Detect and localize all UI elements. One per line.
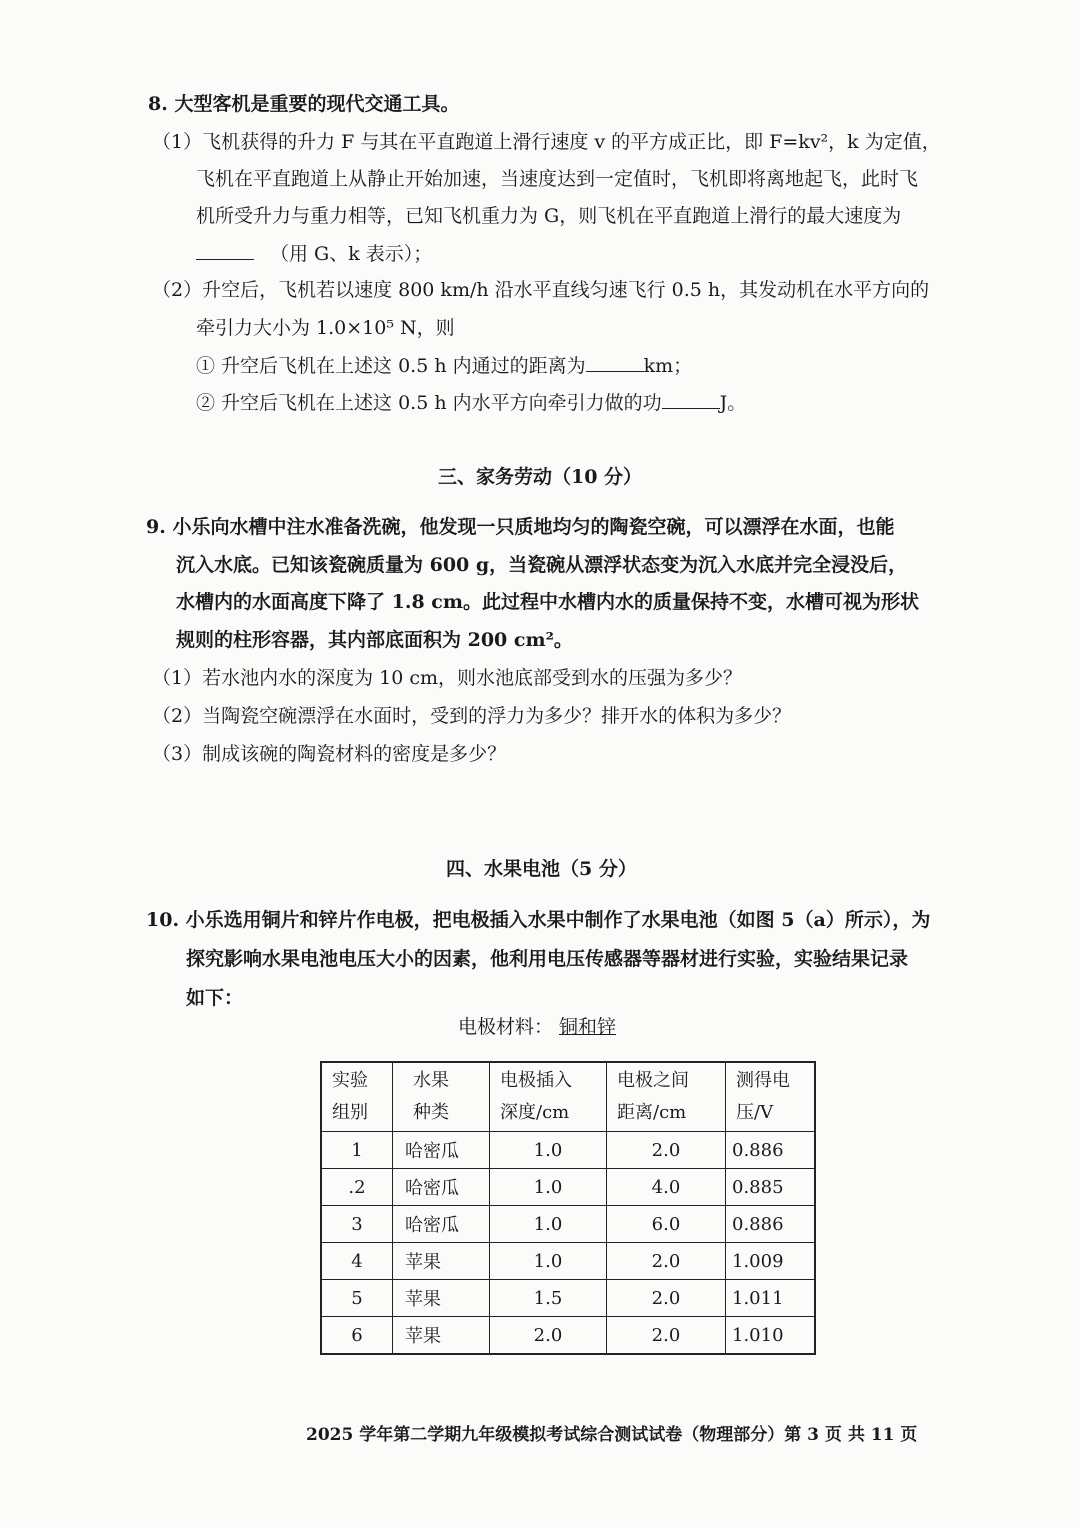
header-distance-line2: 距离/cm bbox=[617, 1102, 687, 1123]
answer-blank bbox=[586, 353, 644, 372]
cell-fruit: 苹果 bbox=[393, 1243, 490, 1280]
q10-line3: 如下： bbox=[186, 987, 244, 1009]
header-fruit-line1: 水果 bbox=[413, 1070, 449, 1091]
q8-title: 8. 大型客机是重要的现代交通工具。 bbox=[148, 93, 460, 115]
electrode-material bbox=[458, 1015, 616, 1039]
cell-depth: 2.0 bbox=[490, 1317, 607, 1355]
header-group-line2: 组别 bbox=[332, 1102, 368, 1123]
header-fruit bbox=[393, 1062, 490, 1132]
answer-blank bbox=[196, 241, 254, 260]
q8-part1-line4 bbox=[196, 241, 432, 266]
answer-blank bbox=[662, 390, 720, 409]
header-distance-line1: 电极之间 bbox=[617, 1070, 689, 1091]
cell-depth: 1.5 bbox=[490, 1280, 607, 1317]
table-row bbox=[321, 1206, 815, 1243]
q9-line4: 规则的柱形容器，其内部底面积为 200 cm²。 bbox=[176, 629, 573, 651]
header-fruit-line2: 种类 bbox=[413, 1102, 449, 1123]
q8-sub1 bbox=[196, 353, 692, 378]
section-3-heading: 三、家务劳动（10 分） bbox=[438, 466, 643, 488]
q8-part1-line2: 飞机在平直跑道上从静止开始加速，当速度达到一定值时，飞机即将离地起飞，此时飞 bbox=[196, 168, 919, 190]
cell-voltage: 0.885 bbox=[726, 1169, 816, 1206]
q9-question3: （3）制成该碗的陶瓷材料的密度是多少？ bbox=[152, 743, 507, 765]
q10-line1: 10. 小乐选用铜片和锌片作电极，把电极插入水果中制作了水果电池（如图 5（a）所示），为 bbox=[146, 909, 931, 931]
q8-part1-line1: （1）飞机获得的升力 F 与其在平直跑道上滑行速度 v 的平方成正比，即 F=kv²，k 为定值， bbox=[152, 131, 941, 153]
header-voltage-line2: 压/V bbox=[736, 1102, 774, 1123]
cell-group: 5 bbox=[321, 1280, 393, 1317]
cell-fruit: 哈密瓜 bbox=[393, 1132, 490, 1169]
q8-sub2 bbox=[196, 390, 746, 415]
q9-line1: 9. 小乐向水槽中注水准备洗碗，他发现一只质地均匀的陶瓷空碗，可以漂浮在水面，也能 bbox=[146, 516, 895, 538]
q9-line3: 水槽内的水面高度下降了 1.8 cm。此过程中水槽内水的质量保持不变，水槽可视为形状 bbox=[176, 591, 919, 613]
q9-question1: （1）若水池内水的深度为 10 cm，则水池底部受到水的压强为多少？ bbox=[152, 667, 743, 689]
cell-distance: 2.0 bbox=[607, 1132, 726, 1169]
q9-line2: 沉入水底。已知该瓷碗质量为 600 g，当瓷碗从漂浮状态变为沉入水底并完全浸没后， bbox=[176, 554, 908, 576]
header-depth-line2: 深度/cm bbox=[500, 1102, 570, 1123]
cell-depth: 1.0 bbox=[490, 1206, 607, 1243]
cell-group: 3 bbox=[321, 1206, 393, 1243]
header-depth bbox=[490, 1062, 607, 1132]
header-voltage bbox=[726, 1062, 816, 1132]
cell-depth: 1.0 bbox=[490, 1132, 607, 1169]
cell-group: 1 bbox=[321, 1132, 393, 1169]
q8-sub1-text: ① 升空后飞机在上述这 0.5 h 内通过的距离为 bbox=[196, 355, 586, 377]
cell-group: 6 bbox=[321, 1317, 393, 1355]
q8-sub2-text: ② 升空后飞机在上述这 0.5 h 内水平方向牵引力做的功 bbox=[196, 392, 662, 414]
cell-voltage: 0.886 bbox=[726, 1206, 816, 1243]
q8-part2-line2: 牵引力大小为 1.0×10⁵ N，则 bbox=[196, 317, 455, 339]
cell-group: 4 bbox=[321, 1243, 393, 1280]
q8-part2-line1: （2）升空后，飞机若以速度 800 km/h 沿水平直线匀速飞行 0.5 h，其发动机在水平方向的 bbox=[152, 279, 930, 301]
experiment-table bbox=[320, 1061, 816, 1355]
cell-distance: 4.0 bbox=[607, 1169, 726, 1206]
q9-question2: （2）当陶瓷空碗漂浮在水面时，受到的浮力为多少？排开水的体积为多少？ bbox=[152, 705, 792, 727]
electrode-material-label: 电极材料： bbox=[458, 1016, 554, 1038]
table-row bbox=[321, 1169, 815, 1206]
header-distance bbox=[607, 1062, 726, 1132]
page-footer: 2025 学年第二学期九年级模拟考试综合测试试卷（物理部分）第 3 页 共 11 页 bbox=[306, 1425, 918, 1445]
table-row bbox=[321, 1317, 815, 1355]
q10-line2: 探究影响水果电池电压大小的因素，他利用电压传感器等器材进行实验，实验结果记录 bbox=[186, 948, 909, 970]
header-depth-line1: 电极插入 bbox=[500, 1070, 572, 1091]
cell-depth: 1.0 bbox=[490, 1243, 607, 1280]
cell-voltage: 0.886 bbox=[726, 1132, 816, 1169]
electrode-material-value: 铜和锌 bbox=[559, 1016, 617, 1038]
cell-fruit: 哈密瓜 bbox=[393, 1169, 490, 1206]
cell-fruit: 苹果 bbox=[393, 1317, 490, 1355]
header-group-line1: 实验 bbox=[332, 1070, 368, 1091]
table-row bbox=[321, 1280, 815, 1317]
header-group bbox=[321, 1062, 393, 1132]
cell-distance: 2.0 bbox=[607, 1317, 726, 1355]
cell-group: .2 bbox=[321, 1169, 393, 1206]
q8-part1-line3: 机所受升力与重力相等，已知飞机重力为 G，则飞机在平直跑道上滑行的最大速度为 bbox=[196, 205, 902, 227]
cell-voltage: 1.009 bbox=[726, 1243, 816, 1280]
cell-distance: 2.0 bbox=[607, 1280, 726, 1317]
q8-sub2-unit: J。 bbox=[719, 392, 747, 414]
header-voltage-line1: 测得电 bbox=[736, 1070, 790, 1091]
cell-distance: 2.0 bbox=[607, 1243, 726, 1280]
cell-voltage: 1.010 bbox=[726, 1317, 816, 1355]
cell-fruit: 哈密瓜 bbox=[393, 1206, 490, 1243]
q8-sub1-unit: km； bbox=[643, 355, 693, 377]
table-row bbox=[321, 1132, 815, 1169]
table-header-row bbox=[321, 1062, 815, 1132]
cell-fruit: 苹果 bbox=[393, 1280, 490, 1317]
cell-depth: 1.0 bbox=[490, 1169, 607, 1206]
section-4-heading: 四、水果电池（5 分） bbox=[446, 858, 637, 880]
cell-voltage: 1.011 bbox=[726, 1280, 816, 1317]
cell-distance: 6.0 bbox=[607, 1206, 726, 1243]
table-row bbox=[321, 1243, 815, 1280]
q8-part1-line4-text: （用 G、k 表示）； bbox=[270, 243, 433, 265]
